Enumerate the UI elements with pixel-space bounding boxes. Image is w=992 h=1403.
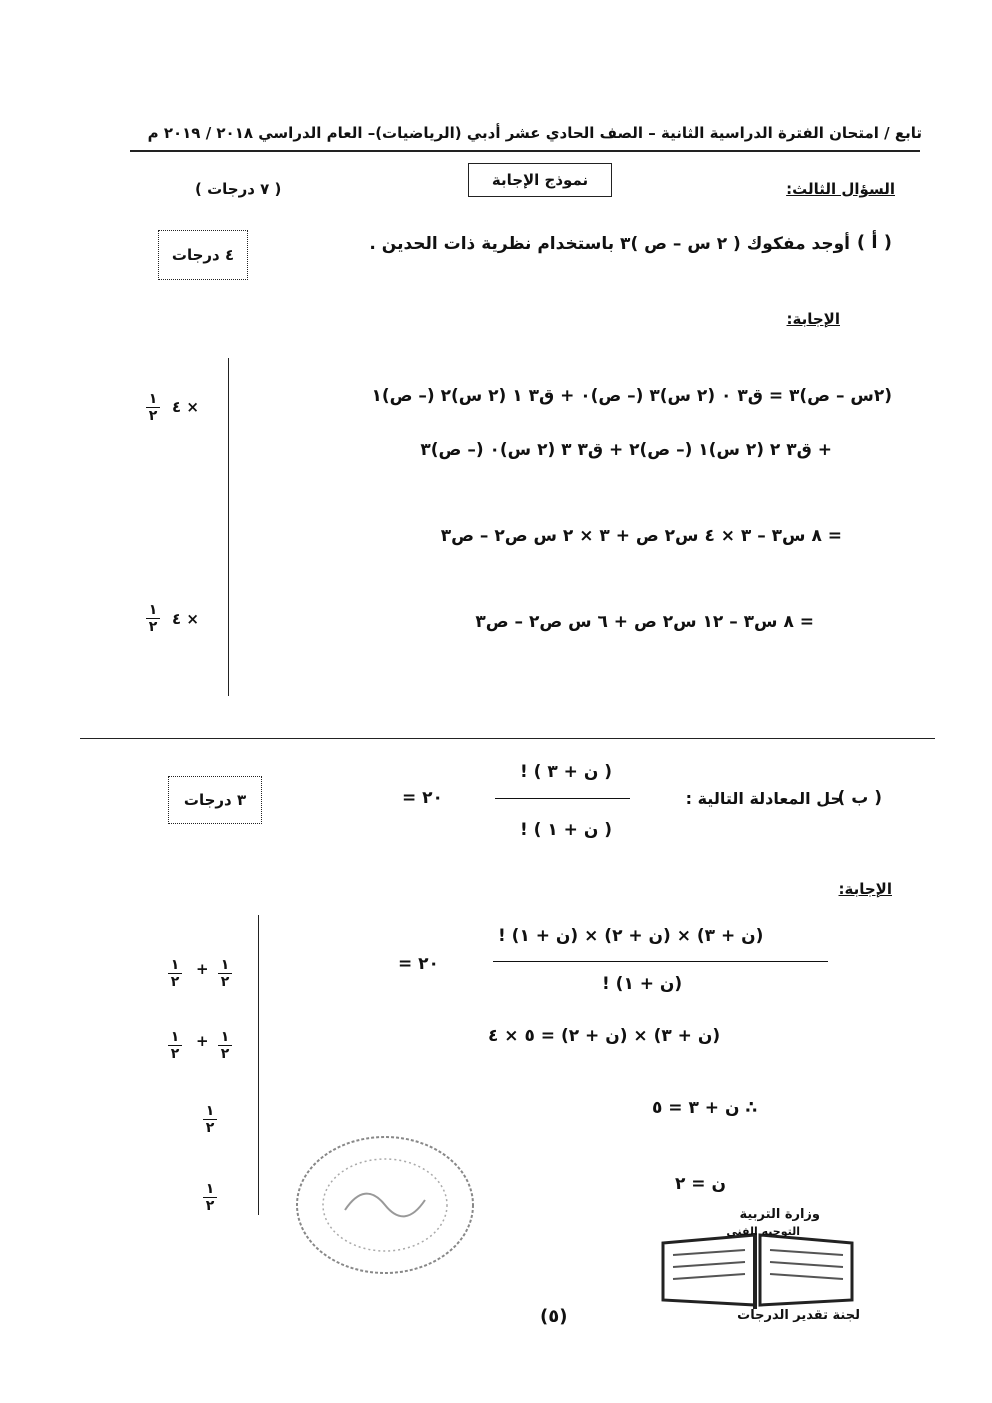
half-fraction: ١ ٢ bbox=[146, 603, 160, 634]
step1-numerator: (ن + ٣) × (ن + ٢) × (ن + ١) ! bbox=[498, 926, 764, 946]
part-a-mark-1: ٤ × bbox=[172, 398, 199, 416]
page-number: (٥) bbox=[540, 1306, 568, 1327]
section-divider bbox=[80, 738, 935, 739]
plus-sign: + bbox=[196, 960, 209, 978]
half-fraction: ١ ٢ bbox=[218, 1030, 232, 1061]
ministry-stamp bbox=[655, 1205, 860, 1325]
part-b-label: ( ب ) bbox=[837, 788, 882, 808]
stamp-line-3: لجنة تقدير الدرجات bbox=[737, 1308, 860, 1323]
exam-header: تابع / امتحان الفترة الدراسية الثانية – الصف الحادي عشر أدبي (الرياضيات)– العام الدراسي ٢٠١٨ / ٢٠١٩ م bbox=[147, 124, 922, 142]
step3: ∴ ن + ٣ = ٥ bbox=[652, 1098, 758, 1118]
step4: ن = ٢ bbox=[675, 1174, 726, 1194]
question-title: السؤال الثالث: bbox=[786, 180, 895, 198]
half-fraction: ١ ٢ bbox=[203, 1182, 217, 1213]
round-stamp-icon bbox=[290, 1130, 480, 1280]
part-a-marks-box: ٤ درجات bbox=[158, 230, 248, 280]
plus-sign: + bbox=[196, 1032, 209, 1050]
part-a-line-4: = ٨ س٣ – ١٢ س٢ ص + ٦ س ص٢ – ص٣ bbox=[475, 612, 814, 632]
total-marks: ( ٧ درجات ) bbox=[195, 180, 282, 198]
half-fraction: ١ ٢ bbox=[203, 1104, 217, 1135]
part-b-question: حل المعادلة التالية : bbox=[685, 789, 842, 808]
part-b-margin-line bbox=[258, 915, 259, 1215]
part-a-line-2: + ق٣ ٢ (٢ س)١ (– ص)٢ + ق٣ ٣ (٢ س)٠ (– ص)٣ bbox=[420, 440, 832, 460]
stamp-line-2: التوجيه الفني bbox=[726, 1225, 800, 1238]
part-b-answer-label: الإجابة: bbox=[838, 880, 892, 898]
step1-rhs: = ٢٠ bbox=[398, 954, 439, 974]
half-fraction: ١ ٢ bbox=[146, 392, 160, 423]
part-a-mark-2: ٤ × bbox=[172, 610, 199, 628]
half-fraction: ١ ٢ bbox=[168, 958, 182, 989]
step1-denominator: (ن + ١) ! bbox=[602, 974, 683, 994]
stamp-line-1: وزارة التربية bbox=[739, 1207, 820, 1222]
step1-fraction-bar bbox=[493, 961, 828, 962]
part-b-numerator: ( ن + ٣ ) ! bbox=[520, 762, 613, 782]
part-b-marks-box: ٣ درجات bbox=[168, 776, 262, 824]
book-stamp-icon bbox=[655, 1205, 860, 1325]
answer-model-box: نموذج الإجابة bbox=[468, 163, 612, 197]
header-divider bbox=[130, 150, 920, 152]
part-a-label: ( أ ) bbox=[856, 232, 892, 253]
part-b-fraction-bar bbox=[495, 798, 630, 799]
part-a-answer-label: الإجابة: bbox=[786, 310, 840, 328]
part-a-question: أوجد مفكوك ( ٢ س – ص )٣ باستخدام نظرية ذات الحدين . bbox=[369, 234, 850, 254]
part-a-margin-line bbox=[228, 358, 229, 696]
part-a-line-3: = ٨ س٣ – ٣ × ٤ س٢ ص + ٣ × ٢ س ص٢ – ص٣ bbox=[440, 526, 842, 546]
part-a-line-1: (٢س – ص)٣ = ق٣ ٠ (٢ س)٣ (– ص)٠ + ق٣ ١ (٢ س)٢ (– ص)١ bbox=[371, 386, 892, 406]
part-b-denominator: ( ن + ١ ) ! bbox=[520, 820, 613, 840]
step2: (ن + ٣) × (ن + ٢) = ٥ × ٤ bbox=[488, 1026, 721, 1046]
part-b-rhs: = ٢٠ bbox=[402, 788, 443, 808]
half-fraction: ١ ٢ bbox=[168, 1030, 182, 1061]
half-fraction: ١ ٢ bbox=[218, 958, 232, 989]
